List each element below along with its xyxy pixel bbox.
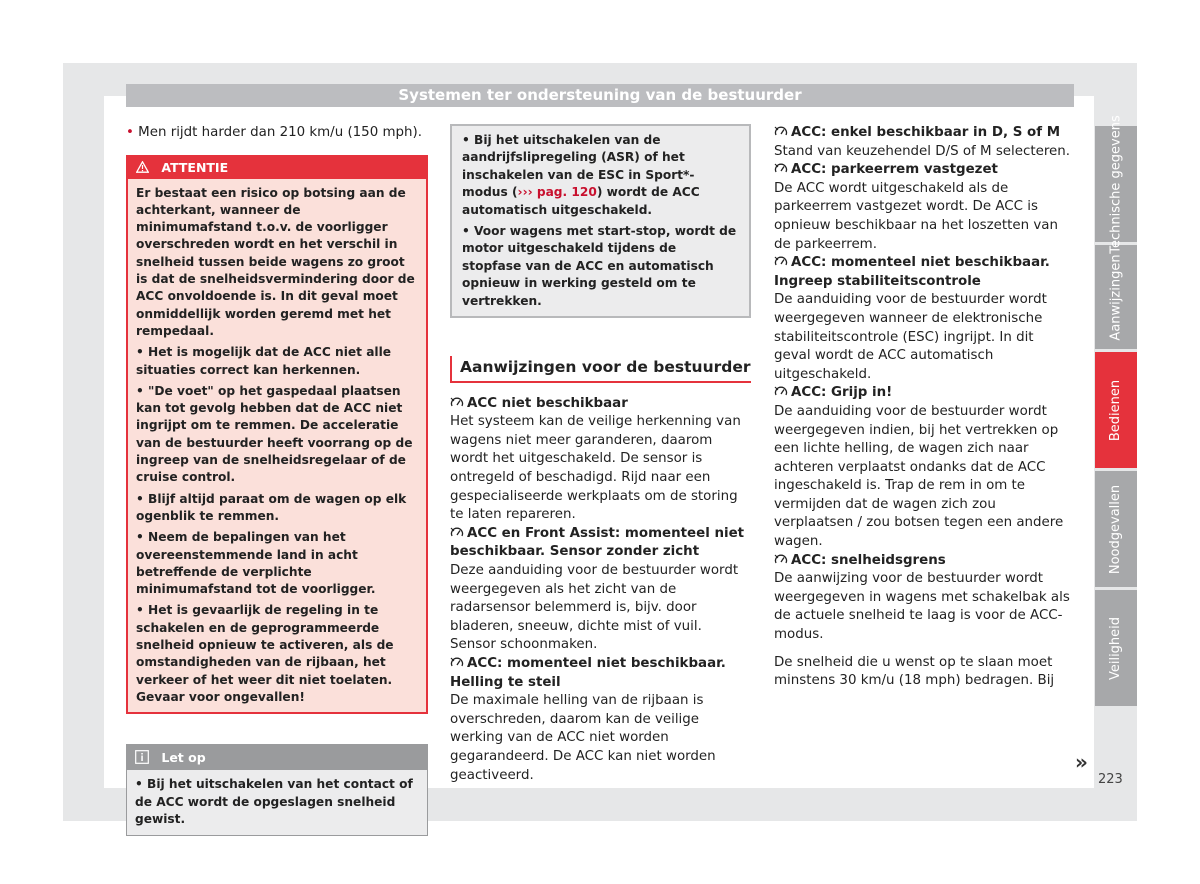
note-box — [450, 124, 751, 318]
message-title: ACC niet beschikbaar — [450, 395, 751, 414]
warning-item: • Het is mogelijk dat de ACC niet alle situaties correct kan herkennen. — [136, 345, 392, 377]
tip-header — [127, 745, 427, 770]
message-title: ACC: parkeerrem vastgezet — [774, 161, 1074, 180]
tip-title: Let op — [161, 750, 206, 766]
note-item: • Bij het uitschakelen van de aandrijfslipregeling (ASR) of het inschakelen van de ESC in Sport*-modus (››› pag. 120) wordt de ACC automatisch uitgeschakeld. — [462, 133, 700, 217]
warning-intro: Er bestaat een risico op botsing aan de achterkant, wanneer de minimumafstand t.o.v. de voorligger overschreden wordt en het verschil in snelheid tussen beide wagens zo groot is dat de snelheidsvermindering door de ACC onvoldoende is. In dit geval moet onmiddellijk worden geremd met het rempedaal. — [136, 185, 415, 338]
bullet-icon: • — [135, 777, 148, 792]
column-3 — [774, 124, 1074, 691]
speedometer-warning-icon — [774, 553, 788, 565]
message-text: De maximale helling van de rijbaan is overschreden, daarom kan de veilige werking van de ACC niet worden gegarandeerd. De ACC kan niet worden geactiveerd. — [450, 693, 716, 783]
message-entry — [774, 552, 1074, 645]
continued-text: De snelheid die u wenst op te slaan moet minstens 30 km/u (18 mph) bedragen. Bij — [774, 654, 1055, 689]
page-header: Systemen ter ondersteuning van de bestuurder — [126, 84, 1074, 107]
warning-item: • "De voet" op het gaspedaal plaatsen kan tot gevolg hebben dat de ACC niet ingrijpt om te remmen. De acceleratie van de bestuurder heeft voorrang op de ingreep van de snelheidsregelaar of de cruise control. — [136, 383, 413, 485]
page-number: 223 — [1098, 772, 1123, 787]
message-title: ACC: momenteel niet beschikbaar. Helling te steil — [450, 655, 726, 690]
tab-technische-gegevens[interactable]: Technische gegevens — [1095, 126, 1137, 242]
message-title: ACC: Grijp in! — [774, 384, 1074, 403]
bullet-icon: • — [136, 383, 149, 398]
warning-item: • Blijf altijd paraat om de wagen op elk ogenblik te remmen. — [136, 491, 407, 523]
bullet-icon: • — [126, 125, 134, 140]
tab-bedienen[interactable]: Bedienen — [1095, 352, 1137, 468]
message-entry — [774, 254, 1074, 384]
warning-item: • Het is gevaarlijk de regeling in te schakelen en de geprogrammeerde snelheid opnieuw te activeren, als de omstandigheden van de rijbaan, het verkeer of het weer dit niet toelaten. Gevaar voor ongevallen! — [136, 603, 394, 704]
speedometer-warning-icon — [774, 125, 788, 137]
message-text: Stand van keuzehendel D/S of M selecteren. — [774, 143, 1071, 159]
speedometer-warning-icon — [774, 385, 788, 397]
bullet-text: Men rijdt harder dan 210 km/u (150 mph). — [138, 125, 422, 140]
continue-arrow: » — [1075, 750, 1088, 774]
note-item: • Voor wagens met start-stop, wordt de motor uitgeschakeld tijdens de stopfase van de ACC en automatisch opnieuw in werking gesteld om te vertrekken. — [462, 224, 737, 308]
tip-body: • Bij het uitschakelen van het contact of de ACC wordt de opgeslagen snelheid gewist. — [135, 777, 413, 826]
message-entry — [774, 161, 1074, 254]
column-2 — [450, 124, 751, 785]
bullet-icon: • — [462, 224, 475, 239]
message-text: De ACC wordt uitgeschakeld als de parkeerrem vastgezet wordt. De ACC is opnieuw beschikbaar na het loszetten van de parkeerrem. — [774, 180, 1058, 252]
message-entry — [774, 124, 1074, 161]
speedometer-warning-icon — [450, 396, 464, 408]
message-entry — [774, 384, 1074, 551]
message-entry — [450, 525, 751, 655]
info-icon — [135, 750, 161, 765]
speedometer-warning-icon — [450, 526, 464, 538]
message-title: ACC: enkel beschikbaar in D, S of M — [774, 124, 1074, 143]
message-text: De aanwijzing voor de bestuurder wordt weergegeven in wagens met schakelbak als de actuele snelheid te laag is voor de ACC-modus. — [774, 571, 1070, 643]
chapter-tabs — [1095, 114, 1137, 709]
message-text: Het systeem kan de veilige herkenning van wagens niet meer garanderen, daarom wordt het uitgeschakeld. De sensor is ontregeld of beschadigd. Rijd naar een gespecialiseerde werkplaats om de storing te laten repareren. — [450, 414, 741, 523]
page-reference-link[interactable]: ››› pag. 120 — [517, 185, 597, 200]
message-text: De aanduiding voor de bestuurder wordt weergegeven wanneer de elektronische stabiliteitscontrole (ESC) ingrijpt. In dit geval wordt de ACC automatisch uitgeschakeld. — [774, 292, 1047, 382]
column-1 — [126, 124, 428, 836]
section-title: Aanwijzingen voor de bestuurder — [450, 356, 751, 383]
speedometer-warning-icon — [450, 656, 464, 668]
tab-noodgevallen[interactable]: Noodgevallen — [1095, 471, 1137, 587]
warning-header — [128, 157, 426, 179]
tab-veiligheid[interactable]: Veiligheid — [1095, 590, 1137, 706]
bullet-icon: • — [136, 603, 149, 618]
message-title: ACC: snelheidsgrens — [774, 552, 1074, 571]
warning-title: ATTENTIE — [161, 159, 229, 175]
message-title: ACC en Front Assist: momenteel niet beschikbaar. Sensor zonder zicht — [450, 525, 745, 560]
bullet-icon: • — [136, 530, 149, 545]
warning-body — [128, 179, 426, 713]
speedometer-warning-icon — [774, 162, 788, 174]
warning-triangle-icon — [136, 160, 161, 175]
bullet-icon: • — [462, 133, 475, 147]
speedometer-warning-icon — [774, 255, 788, 267]
bullet-paragraph — [126, 124, 428, 143]
message-title: ACC: momenteel niet beschikbaar. Ingreep stabiliteitscontrole — [774, 255, 1050, 289]
message-text: De aanduiding voor de bestuurder wordt weergegeven indien, bij het vertrekken op een lichte helling, de wagen zich naar achteren verplaatst ondanks dat de ACC ingeschakeld is. Trap de rem in om te vermijden dat de wagen zich zou verplaatsen / zou botsen tegen een andere wagen. — [774, 403, 1064, 550]
warning-item: • Neem de bepalingen van het overeenstemmende land in acht betreffende de verplichte minimumafstand tot de voorligger. — [136, 530, 376, 597]
message-text: Deze aanduiding voor de bestuurder wordt weergegeven als het zicht van de radarsensor belemmerd is, bijv. door bladeren, sneeuw, dichte mist of vuil. Sensor schoonmaken. — [450, 563, 739, 653]
warning-box — [126, 155, 428, 715]
message-entry — [450, 395, 751, 525]
message-entry — [450, 655, 751, 785]
tip-box — [126, 744, 428, 836]
tab-aanwijzingen[interactable]: Aanwijzingen — [1095, 245, 1137, 349]
bullet-icon: • — [136, 491, 149, 506]
bullet-icon: • — [136, 345, 149, 360]
